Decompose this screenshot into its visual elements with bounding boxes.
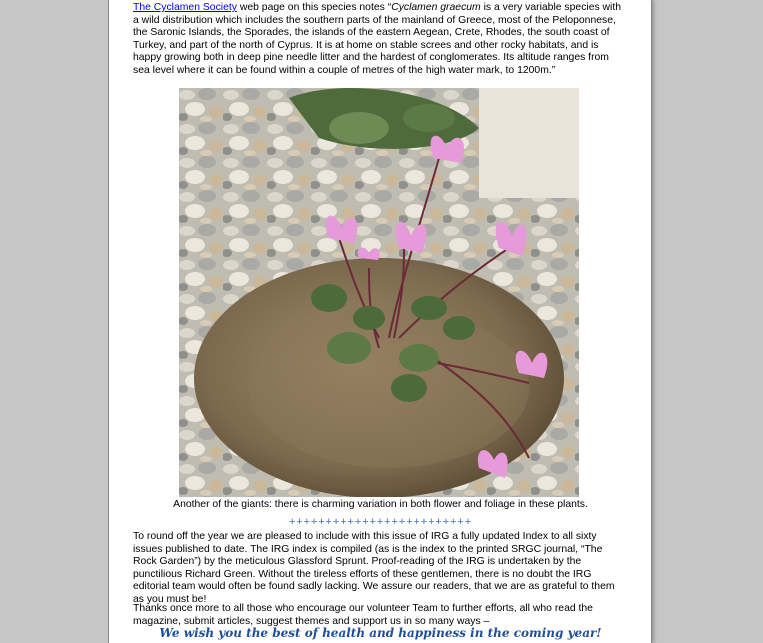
- intro-paragraph: [133, 2, 628, 78]
- intro-text-before: web page on this species notes “: [236, 2, 392, 13]
- index-paragraph: To round off the year we are pleased to include with this issue of IRG a fully updated Index to all sixty issues published to date. The IRG index is compiled (as is the index to the printed SRGC journal, “The Rock Garden”) by the meticulous Glassford Sprunt. Proof-reading of the IRG is undertaken by the punctilious Richard Green. Without the tireless efforts of these gentlemen, there is no doubt the IRG editorial team would often be found sadly lacking. We assure our readers, that we are as grateful to them as you must be!: [133, 531, 615, 605]
- document-page: [108, 0, 652, 643]
- section-divider: +++++++++++++++++++++++++: [288, 516, 473, 528]
- cyclamen-photo: [179, 88, 579, 497]
- species-name: Cyclamen graecum: [391, 2, 481, 13]
- thanks-paragraph: Thanks once more to all those who encourage our volunteer Team to further efforts, all who read the magazine, submit articles, suggest themes and support us in so many ways –: [133, 603, 593, 627]
- intro-text-after: is a very variable species with a wild distribution which includes the southern parts of the mainland of Greece, most of the Peloponnese, the Saronic Islands, the Sporades, the islands of the eastern Aegean, Crete, Rhodes, the south coast of Turkey, and part of the north of Cyprus. It is at home on stable screes and other rocky habitats, and is happy growing both in deep pine needle litter and the hardest of conglomerates. Its altitude ranges from sea level where it can be found within a couple of metres of the high water mark, to 1200m.”: [133, 2, 622, 76]
- closing-wish: We wish you the best of health and happiness in the coming year!: [159, 626, 602, 640]
- cyclamen-society-link[interactable]: The Cyclamen Society: [133, 2, 237, 13]
- photo-caption: Another of the giants: there is charming variation in both flower and foliage in these plants.: [173, 499, 588, 510]
